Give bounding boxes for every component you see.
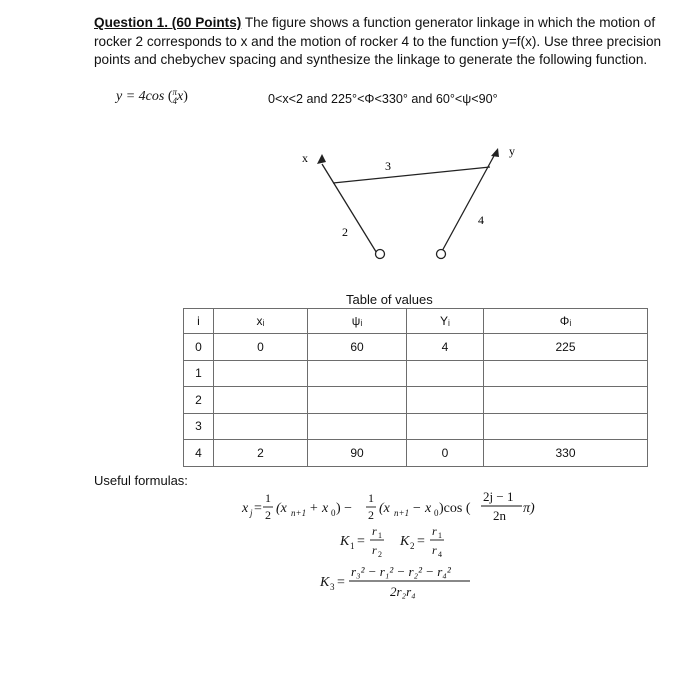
x-arrowhead bbox=[317, 154, 326, 164]
table-row bbox=[184, 387, 648, 414]
xj-subscript: j bbox=[250, 508, 253, 518]
k1-den-r: r bbox=[372, 543, 377, 557]
useful-formulas-label: Useful formulas: bbox=[94, 473, 188, 488]
cell bbox=[407, 360, 484, 387]
cell bbox=[214, 387, 308, 414]
k2-subscript: 2 bbox=[410, 541, 415, 551]
k1-equals: = bbox=[357, 534, 365, 549]
function-pi: π bbox=[172, 87, 178, 97]
question-heading: Question 1. (60 Points) bbox=[94, 15, 242, 30]
cell: 3 bbox=[184, 413, 214, 440]
formulas-block bbox=[232, 482, 562, 607]
table-row bbox=[184, 360, 648, 387]
cell: 2 bbox=[214, 440, 308, 467]
cell: 330 bbox=[484, 440, 648, 467]
half-num-2: 1 bbox=[368, 491, 374, 505]
cell bbox=[308, 387, 407, 414]
cell bbox=[214, 360, 308, 387]
y-axis-label: y bbox=[509, 144, 515, 158]
diff-sub-n1: n+1 bbox=[394, 508, 410, 518]
table-header-row bbox=[184, 309, 648, 334]
pi-close: π) bbox=[523, 501, 535, 516]
cell: 4 bbox=[184, 440, 214, 467]
xj-symbol: x bbox=[242, 501, 249, 516]
cell: 0 bbox=[407, 440, 484, 467]
table-row bbox=[184, 440, 648, 467]
linkage-figure bbox=[295, 140, 515, 265]
values-table bbox=[183, 308, 648, 467]
cell: 1 bbox=[184, 360, 214, 387]
link-3-label: 3 bbox=[385, 159, 391, 173]
k2-num-r: r bbox=[432, 524, 437, 538]
table-title: Table of values bbox=[346, 292, 433, 307]
k3-subscript: 3 bbox=[330, 582, 335, 592]
diff-minus-x0: − x bbox=[412, 501, 432, 516]
half-den-2: 2 bbox=[368, 508, 374, 522]
cell bbox=[214, 413, 308, 440]
cell: 4 bbox=[407, 334, 484, 361]
sum-close-minus: ) − bbox=[336, 501, 353, 516]
k1-num-r: r bbox=[372, 524, 377, 538]
variable-ranges: 0<x<2 and 225°<Φ<330° and 60°<ψ<90° bbox=[268, 92, 498, 106]
k3-denominator: 2r₂r₄ bbox=[390, 584, 416, 599]
function-den: 4 bbox=[172, 96, 177, 106]
link-4-label: 4 bbox=[478, 213, 484, 227]
sum-open: (x bbox=[276, 501, 287, 516]
link-2-label: 2 bbox=[342, 225, 348, 239]
question-body: The figure shows a function generator linkage in which the motion of rocker 2 corresponds to x and the motion of rocker 4 to the function y=f(x). Use three precision points and chebychev spacing and synthesize the linkage to generate the following function. bbox=[94, 15, 662, 67]
ground-pivot-4 bbox=[437, 250, 446, 259]
k1-num-sub: 1 bbox=[378, 531, 382, 540]
function-lhs: y = 4cos bbox=[116, 89, 165, 105]
k2-den-sub: 4 bbox=[438, 550, 442, 559]
k3-symbol: K bbox=[320, 575, 330, 590]
ground-pivot-2 bbox=[376, 250, 385, 259]
cell bbox=[484, 387, 648, 414]
cos-part: )cos ( bbox=[439, 501, 471, 516]
k2-den-r: r bbox=[432, 543, 437, 557]
sum-plus-x0: + x bbox=[309, 501, 329, 516]
cell: 2 bbox=[184, 387, 214, 414]
cheb-num: 2j − 1 bbox=[483, 489, 514, 504]
cell bbox=[407, 413, 484, 440]
diff-open: (x bbox=[379, 501, 390, 516]
table-row bbox=[184, 413, 648, 440]
sum-sub-n1: n+1 bbox=[291, 508, 307, 518]
header-y: Yᵢ bbox=[407, 309, 484, 334]
cell: 225 bbox=[484, 334, 648, 361]
cell: 0 bbox=[214, 334, 308, 361]
function-equation: y = 4cos (π 4x) bbox=[116, 87, 188, 106]
function-x: x bbox=[177, 89, 184, 105]
table-row bbox=[184, 334, 648, 361]
header-psi: ψᵢ bbox=[308, 309, 407, 334]
xj-equals: = bbox=[254, 501, 262, 516]
diff-sub-0: 0 bbox=[434, 508, 439, 518]
x-axis-label: x bbox=[302, 151, 308, 165]
cell bbox=[484, 413, 648, 440]
k1-symbol: K bbox=[340, 534, 350, 549]
cell bbox=[308, 360, 407, 387]
half-den-1: 2 bbox=[265, 508, 271, 522]
question-text bbox=[94, 14, 674, 70]
cell: 90 bbox=[308, 440, 407, 467]
header-x: xᵢ bbox=[214, 309, 308, 334]
k1-subscript: 1 bbox=[350, 541, 355, 551]
cell: 60 bbox=[308, 334, 407, 361]
cell bbox=[484, 360, 648, 387]
rocker-2-link bbox=[322, 164, 378, 255]
k3-equals: = bbox=[337, 575, 345, 590]
cheb-den: 2n bbox=[493, 508, 506, 523]
cell bbox=[407, 387, 484, 414]
y-arrowhead bbox=[491, 148, 499, 157]
k2-symbol: K bbox=[400, 534, 410, 549]
half-num-1: 1 bbox=[265, 491, 271, 505]
k2-num-sub: 1 bbox=[438, 531, 442, 540]
header-phi: Φᵢ bbox=[484, 309, 648, 334]
cell: 0 bbox=[184, 334, 214, 361]
k2-equals: = bbox=[417, 534, 425, 549]
sum-sub-0: 0 bbox=[331, 508, 336, 518]
k1-den-sub: 2 bbox=[378, 550, 382, 559]
k3-numerator: r₃² − r₁² − r₂² − r₄² bbox=[351, 564, 451, 579]
cell bbox=[308, 413, 407, 440]
header-i: i bbox=[184, 309, 214, 334]
coupler-link-3 bbox=[333, 167, 490, 183]
